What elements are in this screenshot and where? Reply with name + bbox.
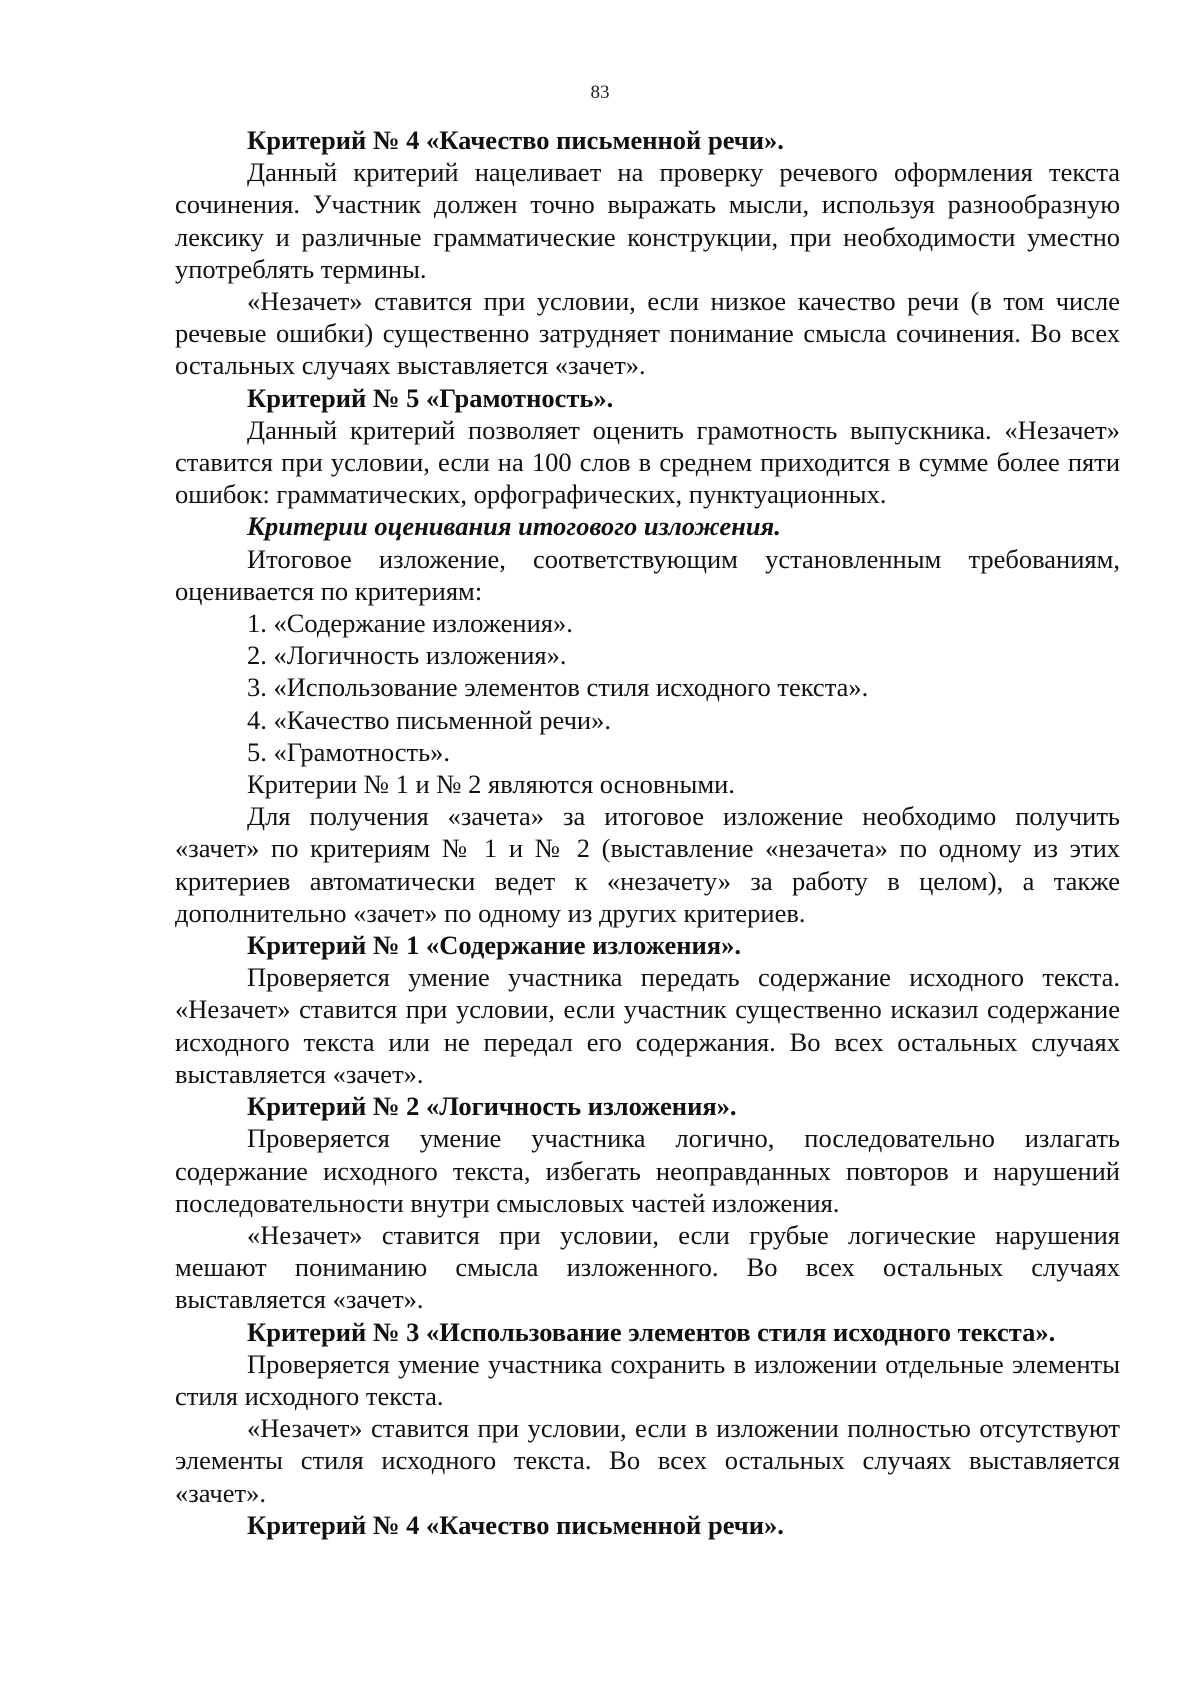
criterion-4-fail-condition: «Незачет» ставится при условии, если низкое качество речи (в том числе речевые ошибки) существенно затрудняет понимание смысла сочинения. Во всех остальных случаях выставляется «зачет». [175,286,1120,381]
criterion-5-heading: Критерий № 5 «Грамотность». [247,382,614,413]
summary-criteria-subheading: Критерии оценивания итогового изложения. [247,511,781,542]
summary-criterion-2-description: Проверяется умение участника логично, последовательно излагать содержание исходного текста, избегать неоправданных повторов и нарушений последовательности внутри смысловых частей изложения. [175,1123,1120,1218]
criterion-4-description: Данный критерий нацеливает на проверку речевого оформления текста сочинения. Участник должен точно выражать мысли, используя разнообразную лексику и различные грамматические конструкции, при необходимости уместно употреблять термины. [175,157,1120,284]
summary-criterion-1-description: Проверяется умение участника передать содержание исходного текста. «Незачет» ставится при условии, если участник существенно исказил содержание исходного текста или не передал его содержания. Во всех остальных случаях выставляется «зачет». [175,962,1120,1089]
summary-criterion-3-description: Проверяется умение участника сохранить в изложении отдельные элементы стиля исходного текста. [175,1348,1120,1411]
summary-criterion-4-heading: Критерий № 4 «Качество письменной речи». [247,1509,784,1540]
summary-criterion-2-heading: Критерий № 2 «Логичность изложения». [247,1091,737,1122]
criteria-list-item: 5. «Грамотность». [247,736,451,767]
criteria-list-item: 1. «Содержание изложения». [247,608,573,639]
summary-criterion-1-heading: Критерий № 1 «Содержание изложения». [247,930,741,961]
page-number: 83 [590,82,610,103]
summary-criterion-3-fail-condition: «Незачет» ставится при условии, если в изложении полностью отсутствуют элементы стиля исходного текста. Во всех остальных случаях выставляется «зачет». [175,1413,1120,1508]
summary-criteria-intro: Итоговое изложение, соответствующим установленным требованиям, оценивается по критериям: [175,543,1120,606]
main-criteria-note: Критерии № 1 и № 2 являются основными. [247,769,735,800]
document-body [175,124,1120,1541]
criterion-5-description: Данный критерий позволяет оценить грамотность выпускника. «Незачет» ставится при условии, если на 100 слов в среднем приходится в сумме более пяти ошибок: грамматических, орфографических, пунктуационных. [175,414,1120,510]
criterion-4-heading: Критерий № 4 «Качество письменной речи». [247,125,784,155]
pass-requirements: Для получения «зачета» за итоговое изложение необходимо получить «зачет» по критериям № 1 и № 2 (выставление «незачета» по одному из этих критериев автоматически ведет к «незачету» за работу в целом), а также дополнительно «зачет» по одному из других критериев. [175,801,1120,928]
summary-criterion-2-fail-condition: «Незачет» ставится при условии, если грубые логические нарушения мешают пониманию смысла изложенного. Во всех остальных случаях выставляется «зачет». [175,1219,1120,1315]
criteria-list-item: 4. «Качество письменной речи». [247,704,611,735]
criteria-list-item: 2. «Логичность изложения». [247,640,567,671]
criteria-list-item: 3. «Использование элементов стиля исходного текста». [247,672,869,703]
summary-criterion-3-heading: Критерий № 3 «Использование элементов стиля исходного текста». [247,1316,1056,1347]
